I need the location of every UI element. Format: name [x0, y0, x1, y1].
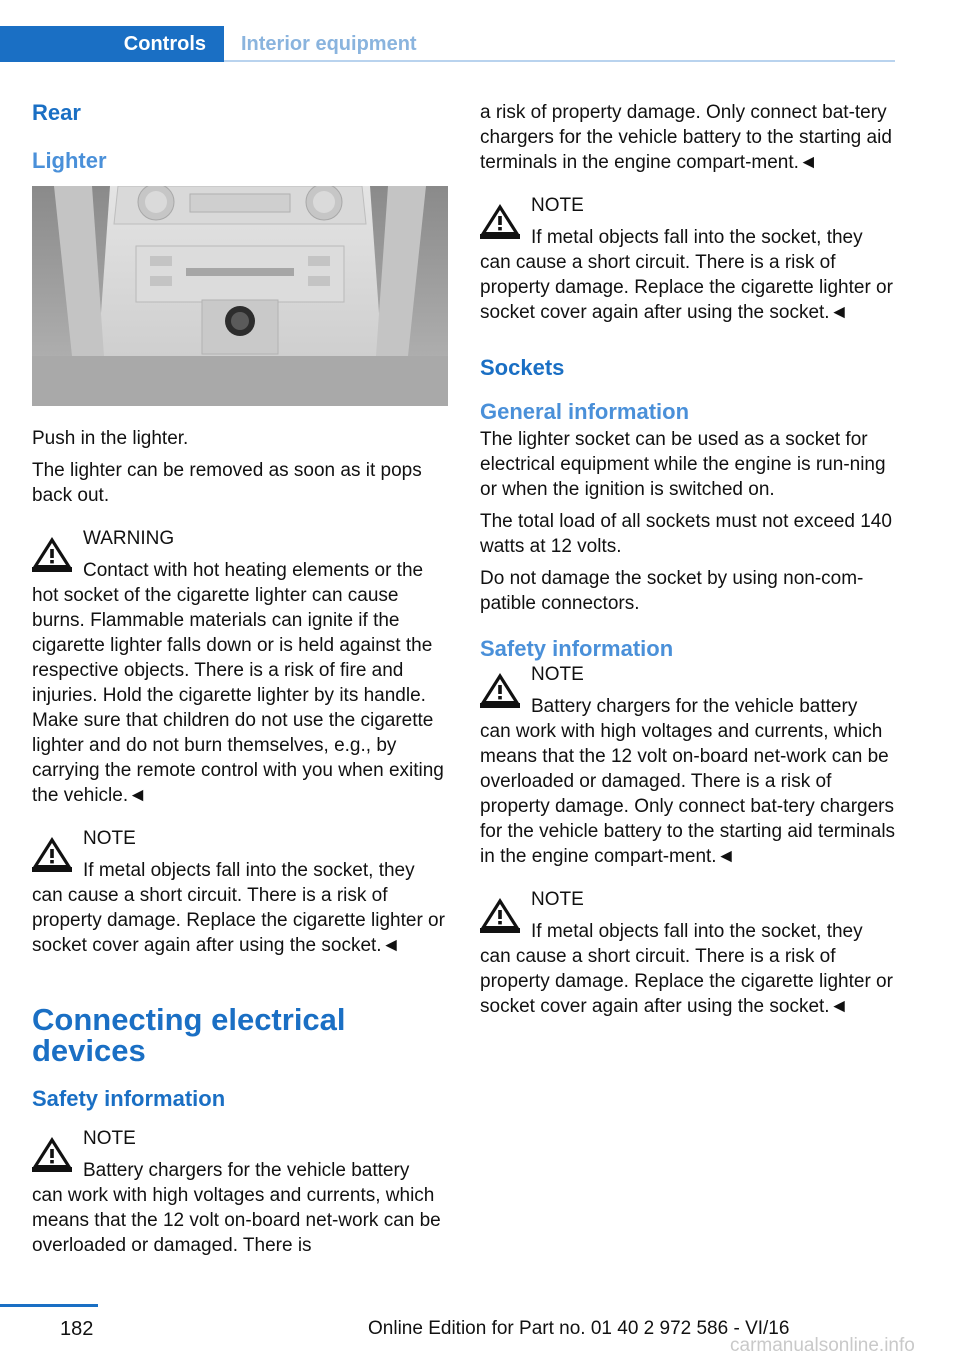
heading-safety-information: Safety information: [480, 636, 674, 661]
note-text: can work with high voltages and currents, which means that the 12 volt on-board net‐work can be overloaded or damaged. There is a risk of property damage. Only connect bat‐tery chargers for the vehicle battery to the starting aid terminals in the engine compart‐ment.◄: [480, 721, 896, 867]
heading-general-information: General information: [480, 399, 690, 424]
edition-info: Online Edition for Part no. 01 40 2 972 586 - VI/16: [368, 1318, 790, 1339]
warning-triangle-icon: [480, 203, 520, 239]
heading-rear: Rear: [32, 100, 81, 125]
note-title: NOTE: [83, 828, 136, 849]
tab-controls[interactable]: Controls: [0, 26, 224, 62]
left-column: [32, 100, 448, 1258]
heading-lighter: Lighter: [32, 148, 107, 173]
warning-title: WARNING: [83, 528, 175, 549]
warning-first-line: Contact with hot heating elements or the: [83, 560, 424, 581]
right-column: [480, 100, 896, 1019]
heading-safety-information: Safety information: [32, 1086, 226, 1111]
page-number: 182: [60, 1318, 94, 1340]
footer-rule: [0, 1304, 98, 1307]
note-continuation: a risk of property damage. Only connect bat‐tery chargers for the vehicle battery to the starting aid terminals in the engine compart‐ment.◄: [480, 102, 892, 173]
tab-interior-equipment[interactable]: Interior equipment: [241, 32, 417, 55]
note-block: [480, 887, 896, 1019]
note-first-line: Battery chargers for the vehicle battery: [531, 696, 858, 717]
note-first-line: If metal objects fall into the socket, they: [531, 227, 863, 248]
general-info-1: The lighter socket can be used as a socket for electrical equipment while the engine is run‐ning or when the ignition is switched on.: [480, 429, 886, 500]
note-first-line: If metal objects fall into the socket, they: [531, 921, 863, 942]
note-text: can cause a short circuit. There is a risk of property damage. Replace the cigarette lighter or socket cover again after using the socket.◄: [480, 252, 893, 323]
lighter-instruction-2: The lighter can be removed as soon as it pops back out.: [32, 460, 422, 506]
header-rule: [224, 60, 895, 62]
warning-text: hot socket of the cigarette lighter can cause burns. Flammable materials can ignite if the cigarette lighter falls down or is held against the respective objects. There is a risk of fire and injuries. Hold the cigarette lighter by its handle. Make sure that children do not use the cigarette lighter and do not burn themselves, e.g., by carrying the remote control with you when exiting the vehicle.◄: [32, 585, 444, 806]
lighter-instruction-1: Push in the lighter.: [32, 428, 189, 449]
rear-lighter-photo: [32, 186, 448, 406]
general-info-2: The total load of all sockets must not exceed 140 watts at 12 volts.: [480, 511, 892, 557]
general-info-3: Do not damage the socket by using non-com‐patible connectors.: [480, 568, 864, 614]
note-title: NOTE: [531, 195, 584, 216]
warning-triangle-icon: [480, 897, 520, 933]
warning-triangle-icon: [32, 536, 72, 572]
note-text: can cause a short circuit. There is a risk of property damage. Replace the cigarette lighter or socket cover again after using the socket.◄: [32, 885, 445, 956]
note-text: can cause a short circuit. There is a risk of property damage. Replace the cigarette lighter or socket cover again after using the socket.◄: [480, 946, 893, 1017]
note-first-line: Battery chargers for the vehicle battery: [83, 1160, 410, 1181]
warning-block: [32, 526, 448, 808]
note-title: NOTE: [531, 664, 584, 685]
note-text: can work with high voltages and currents, which means that the 12 volt on-board net‐work can be overloaded or damaged. There is: [32, 1185, 441, 1256]
note-block: [480, 662, 896, 869]
watermark: carmanualsonline.info: [730, 1335, 915, 1356]
warning-triangle-icon: [32, 1136, 72, 1172]
note-block: [32, 826, 448, 958]
note-block: [480, 193, 896, 325]
note-first-line: If metal objects fall into the socket, they: [83, 860, 415, 881]
warning-triangle-icon: [480, 672, 520, 708]
note-title: NOTE: [531, 889, 584, 910]
note-block: [32, 1126, 448, 1258]
warning-triangle-icon: [32, 836, 72, 872]
page-header: [0, 0, 960, 64]
note-title: NOTE: [83, 1128, 136, 1149]
heading-connecting-devices: Connecting electrical devices: [32, 1002, 346, 1068]
heading-sockets: Sockets: [480, 355, 565, 380]
